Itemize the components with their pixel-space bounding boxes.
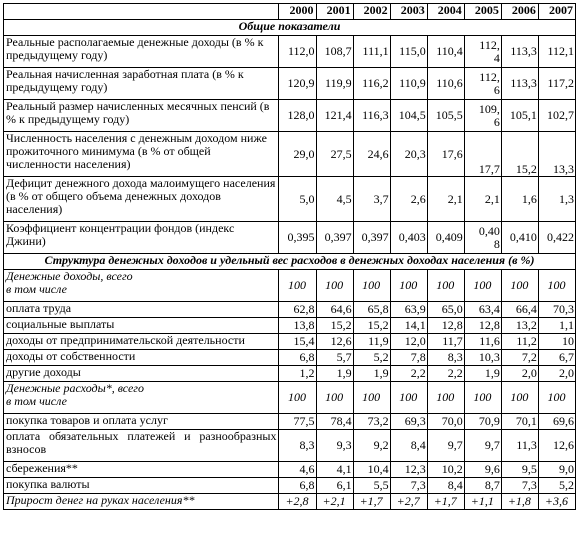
table-row [4,100,576,132]
value-cell: 15,2 [353,318,390,334]
section-header-row [4,254,576,270]
value-cell: 7,8 [390,350,427,366]
value-cell: 10 [538,334,575,350]
value-cell: 1,9 [353,366,390,382]
value-cell: 12,8 [427,318,464,334]
value-cell: 13,3 [538,132,575,177]
value-cell: 70,3 [538,302,575,318]
value-cell: 100 [390,382,427,414]
value-cell: 112, 6 [464,68,501,100]
value-cell: 121,4 [316,100,353,132]
value-cell: 11,7 [427,334,464,350]
row-label: сбережения** [4,462,279,478]
value-cell: 108,7 [316,36,353,68]
value-cell: 100 [316,270,353,302]
section-title: Структура денежных доходов и удельный вес расходов в денежных доходах населения (в %) [4,254,576,270]
value-cell: 8,3 [279,430,316,462]
table-row [4,350,576,366]
value-cell: 100 [353,382,390,414]
value-cell: 11,3 [501,430,538,462]
value-cell: 6,7 [538,350,575,366]
value-cell: 2,2 [390,366,427,382]
value-cell: 12,6 [316,334,353,350]
value-cell: 0,409 [427,222,464,254]
value-cell: 119,9 [316,68,353,100]
value-cell: 9,7 [464,430,501,462]
value-cell: 102,7 [538,100,575,132]
value-cell: 11,9 [353,334,390,350]
value-cell: 100 [279,382,316,414]
value-cell: 110,4 [427,36,464,68]
value-cell: 70,9 [464,414,501,430]
value-cell: 120,9 [279,68,316,100]
value-cell: 115,0 [390,36,427,68]
row-label: покупка валюты [4,478,279,494]
value-cell: 7,2 [501,350,538,366]
value-cell: 0,397 [353,222,390,254]
section-income-structure [4,270,576,510]
value-cell: 5,7 [316,350,353,366]
value-cell: +1,8 [501,494,538,510]
value-cell: 63,4 [464,302,501,318]
value-cell: 9,2 [353,430,390,462]
value-cell: 1,9 [316,366,353,382]
value-cell: 0,422 [538,222,575,254]
value-cell: 100 [464,270,501,302]
value-cell: 1,2 [279,366,316,382]
value-cell: 6,8 [279,350,316,366]
value-cell: 100 [279,270,316,302]
value-cell: 9,0 [538,462,575,478]
value-cell: 100 [316,382,353,414]
value-cell: 12,0 [390,334,427,350]
table-row [4,177,576,222]
table-row [4,494,576,510]
value-cell: 66,4 [501,302,538,318]
year-header: 2004 [427,4,464,20]
value-cell: +1,7 [427,494,464,510]
year-header: 2005 [464,4,501,20]
value-cell: 9,3 [316,430,353,462]
value-cell: +1,1 [464,494,501,510]
value-cell: 117,2 [538,68,575,100]
value-cell: 29,0 [279,132,316,177]
value-cell: 27,5 [316,132,353,177]
value-cell: 112, 4 [464,36,501,68]
value-cell: 2,2 [427,366,464,382]
value-cell: 8,4 [427,478,464,494]
value-cell: 111,1 [353,36,390,68]
value-cell: 1,9 [464,366,501,382]
value-cell: 3,7 [353,177,390,222]
value-cell: 1,3 [538,177,575,222]
value-cell: 6,1 [316,478,353,494]
value-cell: 1,6 [501,177,538,222]
value-cell: 65,8 [353,302,390,318]
year-header: 2000 [279,4,316,20]
value-cell: 5,2 [538,478,575,494]
row-label: Реальные располагаемые денежные доходы (в % к предыдущему году) [4,36,279,68]
value-cell: 70,1 [501,414,538,430]
table-row [4,414,576,430]
table-row [4,318,576,334]
value-cell: 4,1 [316,462,353,478]
value-cell: 6,8 [279,478,316,494]
value-cell: 113,3 [501,68,538,100]
value-cell: 105,1 [501,100,538,132]
value-cell: 9,5 [501,462,538,478]
table-row [4,430,576,462]
value-cell: 100 [427,270,464,302]
value-cell: 2,6 [390,177,427,222]
value-cell: 15,2 [501,132,538,177]
value-cell: 9,7 [427,430,464,462]
value-cell: 100 [427,382,464,414]
value-cell: 15,4 [279,334,316,350]
value-cell: 13,8 [279,318,316,334]
value-cell: 5,5 [353,478,390,494]
row-label: социальные выплаты [4,318,279,334]
value-cell: +1,7 [353,494,390,510]
value-cell: 11,2 [501,334,538,350]
value-cell: 112,1 [538,36,575,68]
value-cell: 0,410 [501,222,538,254]
value-cell: 63,9 [390,302,427,318]
value-cell: 8,7 [464,478,501,494]
table-row [4,68,576,100]
row-label: Прирост денег на руках населения** [4,494,279,510]
value-cell: 14,1 [390,318,427,334]
value-cell: 7,3 [390,478,427,494]
row-label: оплата труда [4,302,279,318]
value-cell: 69,3 [390,414,427,430]
table-row [4,270,576,302]
value-cell: 10,2 [427,462,464,478]
value-cell: 110,6 [427,68,464,100]
value-cell: 100 [501,270,538,302]
table-row [4,334,576,350]
value-cell: 100 [538,382,575,414]
value-cell: 0,40 8 [464,222,501,254]
value-cell: 7,3 [501,478,538,494]
value-cell: 116,3 [353,100,390,132]
section-header-row [4,20,576,36]
table-row [4,36,576,68]
value-cell: 100 [538,270,575,302]
value-cell: 69,6 [538,414,575,430]
value-cell: 20,3 [390,132,427,177]
value-cell: 4,6 [279,462,316,478]
value-cell: 113,3 [501,36,538,68]
value-cell: 1,1 [538,318,575,334]
value-cell: 13,2 [501,318,538,334]
value-cell: +2,1 [316,494,353,510]
table-row [4,302,576,318]
value-cell: +3,6 [538,494,575,510]
value-cell: 10,4 [353,462,390,478]
value-cell: 8,4 [390,430,427,462]
value-cell: 0,403 [390,222,427,254]
value-cell: 73,2 [353,414,390,430]
value-cell: 24,6 [353,132,390,177]
value-cell: 100 [464,382,501,414]
value-cell: 2,1 [464,177,501,222]
row-label: Реальная начисленная заработная плата (в % к предыдущему году) [4,68,279,100]
value-cell: 65,0 [427,302,464,318]
value-cell: 4,5 [316,177,353,222]
table-row [4,222,576,254]
value-cell: 17,7 [464,132,501,177]
header-empty-cell [4,4,279,20]
statistics-table [3,3,576,510]
value-cell: 109, 6 [464,100,501,132]
value-cell: 12,8 [464,318,501,334]
row-label: Дефицит денежного дохода малоимущего населения (в % от общего объема денежных доходов населения) [4,177,279,222]
value-cell: 110,9 [390,68,427,100]
year-header: 2007 [538,4,575,20]
value-cell: 70,0 [427,414,464,430]
value-cell: 104,5 [390,100,427,132]
value-cell: 116,2 [353,68,390,100]
value-cell: 78,4 [316,414,353,430]
year-header: 2001 [316,4,353,20]
value-cell: 2,1 [427,177,464,222]
value-cell: 2,0 [501,366,538,382]
value-cell: 0,395 [279,222,316,254]
value-cell: 64,6 [316,302,353,318]
table-row [4,478,576,494]
year-header: 2003 [390,4,427,20]
row-label: Реальный размер начисленных месячных пенсий (в % к предыдущему году) [4,100,279,132]
row-label: доходы от предпринимательской деятельности [4,334,279,350]
table-row [4,366,576,382]
value-cell: 11,6 [464,334,501,350]
section-title: Общие показатели [4,20,576,36]
row-label: Численность населения с денежным доходом ниже прожиточного минимума (в % от общей численности населения) [4,132,279,177]
value-cell: 0,397 [316,222,353,254]
value-cell: 112,0 [279,36,316,68]
value-cell: +2,8 [279,494,316,510]
value-cell: 10,3 [464,350,501,366]
value-cell: 17,6 [427,132,464,177]
value-cell: +2,7 [390,494,427,510]
section-general-indicators [4,36,576,254]
row-label: Денежные доходы, всего в том числе [4,270,279,302]
value-cell: 12,6 [538,430,575,462]
value-cell: 100 [390,270,427,302]
value-cell: 15,2 [316,318,353,334]
value-cell: 128,0 [279,100,316,132]
year-header: 2002 [353,4,390,20]
row-label: покупка товаров и оплата услуг [4,414,279,430]
value-cell: 5,0 [279,177,316,222]
value-cell: 2,0 [538,366,575,382]
value-cell: 5,2 [353,350,390,366]
value-cell: 9,6 [464,462,501,478]
value-cell: 77,5 [279,414,316,430]
value-cell: 100 [353,270,390,302]
row-label: доходы от собственности [4,350,279,366]
value-cell: 105,5 [427,100,464,132]
header-row [4,4,576,20]
value-cell: 12,3 [390,462,427,478]
table-row [4,382,576,414]
row-label: Денежные расходы*, всего в том числе [4,382,279,414]
table-row [4,132,576,177]
value-cell: 62,8 [279,302,316,318]
table-row [4,462,576,478]
row-label: оплата обязательных платежей и разнообразных взносов [4,430,279,462]
value-cell: 100 [501,382,538,414]
row-label: Коэффициент концентрации фондов (индекс Джини) [4,222,279,254]
year-header: 2006 [501,4,538,20]
value-cell: 8,3 [427,350,464,366]
row-label: другие доходы [4,366,279,382]
